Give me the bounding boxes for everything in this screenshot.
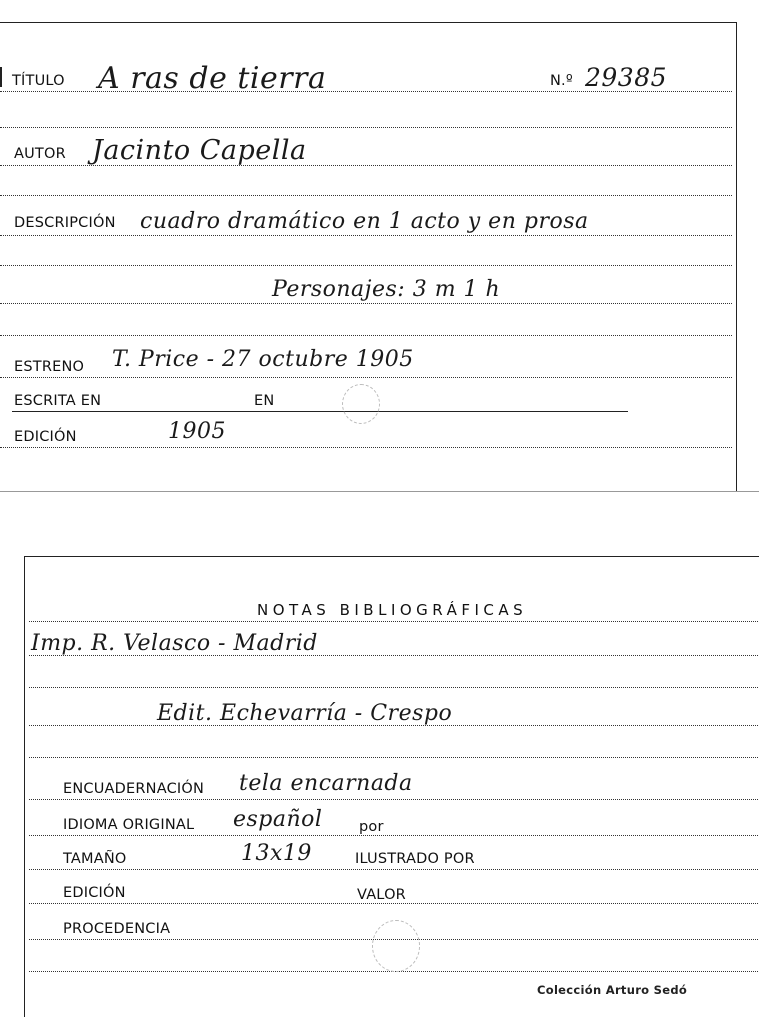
ruled-line bbox=[29, 757, 759, 758]
escrita-en-label: ESCRITA EN bbox=[14, 393, 102, 409]
ruled-line bbox=[0, 127, 732, 128]
ruled-line bbox=[0, 265, 732, 266]
ruled-line bbox=[29, 869, 759, 870]
ruled-line bbox=[29, 799, 759, 800]
ruled-line bbox=[0, 447, 732, 448]
notas-heading: NOTAS BIBLIOGRÁFICAS bbox=[257, 601, 528, 619]
ruled-line bbox=[29, 903, 759, 904]
por-label: por bbox=[359, 819, 384, 835]
ruled-line bbox=[0, 303, 732, 304]
scan-artifact bbox=[342, 384, 380, 424]
ruled-line bbox=[0, 335, 732, 336]
encuadernacion-label: ENCUADERNACIÓN bbox=[63, 781, 205, 797]
nota-editorial: Edit. Echevarría - Crespo bbox=[157, 701, 453, 726]
ruled-line bbox=[0, 235, 732, 236]
idioma-value: español bbox=[233, 807, 323, 832]
en-label: EN bbox=[254, 393, 275, 409]
ruled-line bbox=[0, 195, 732, 196]
scan-artifact bbox=[372, 920, 420, 972]
edicion-label-bottom: EDICIÓN bbox=[63, 885, 126, 901]
ruled-line bbox=[0, 91, 732, 92]
ruled-line bbox=[29, 687, 759, 688]
estreno-label: ESTRENO bbox=[14, 359, 85, 375]
ruled-line bbox=[0, 377, 732, 378]
edicion-label: EDICIÓN bbox=[14, 429, 77, 445]
card-divider bbox=[0, 491, 759, 492]
estreno-value: T. Price - 27 octubre 1905 bbox=[112, 347, 414, 372]
tamano-label: TAMAÑO bbox=[63, 851, 127, 867]
numero-label: N.º bbox=[550, 73, 573, 89]
descripcion-label: DESCRIPCIÓN bbox=[14, 215, 116, 231]
ruled-line bbox=[0, 165, 732, 166]
encuadernacion-value: tela encarnada bbox=[239, 771, 413, 796]
ruled-line bbox=[29, 655, 759, 656]
margin-mark bbox=[0, 67, 2, 87]
ilustrado-label: ILUSTRADO POR bbox=[355, 851, 475, 867]
edicion-value: 1905 bbox=[168, 419, 226, 444]
procedencia-label: PROCEDENCIA bbox=[63, 921, 171, 937]
titulo-value: A ras de tierra bbox=[98, 61, 327, 96]
tamano-value: 13x19 bbox=[241, 841, 312, 866]
collection-footer: Colección Arturo Sedó bbox=[537, 983, 688, 997]
autor-label: AUTOR bbox=[14, 146, 66, 162]
underline-rule bbox=[12, 411, 628, 412]
autor-value: Jacinto Capella bbox=[92, 135, 307, 166]
personajes-value: Personajes: 3 m 1 h bbox=[272, 277, 501, 302]
ruled-line bbox=[29, 621, 759, 622]
valor-label: VALOR bbox=[357, 887, 406, 903]
ruled-line bbox=[29, 835, 759, 836]
numero-value: 29385 bbox=[585, 63, 668, 92]
idioma-label: IDIOMA ORIGINAL bbox=[63, 817, 195, 833]
ruled-line bbox=[29, 725, 759, 726]
nota-imprenta: Imp. R. Velasco - Madrid bbox=[31, 631, 318, 656]
titulo-label: TÍTULO bbox=[12, 73, 65, 89]
descripcion-value: cuadro dramático en 1 acto y en prosa bbox=[140, 209, 589, 234]
